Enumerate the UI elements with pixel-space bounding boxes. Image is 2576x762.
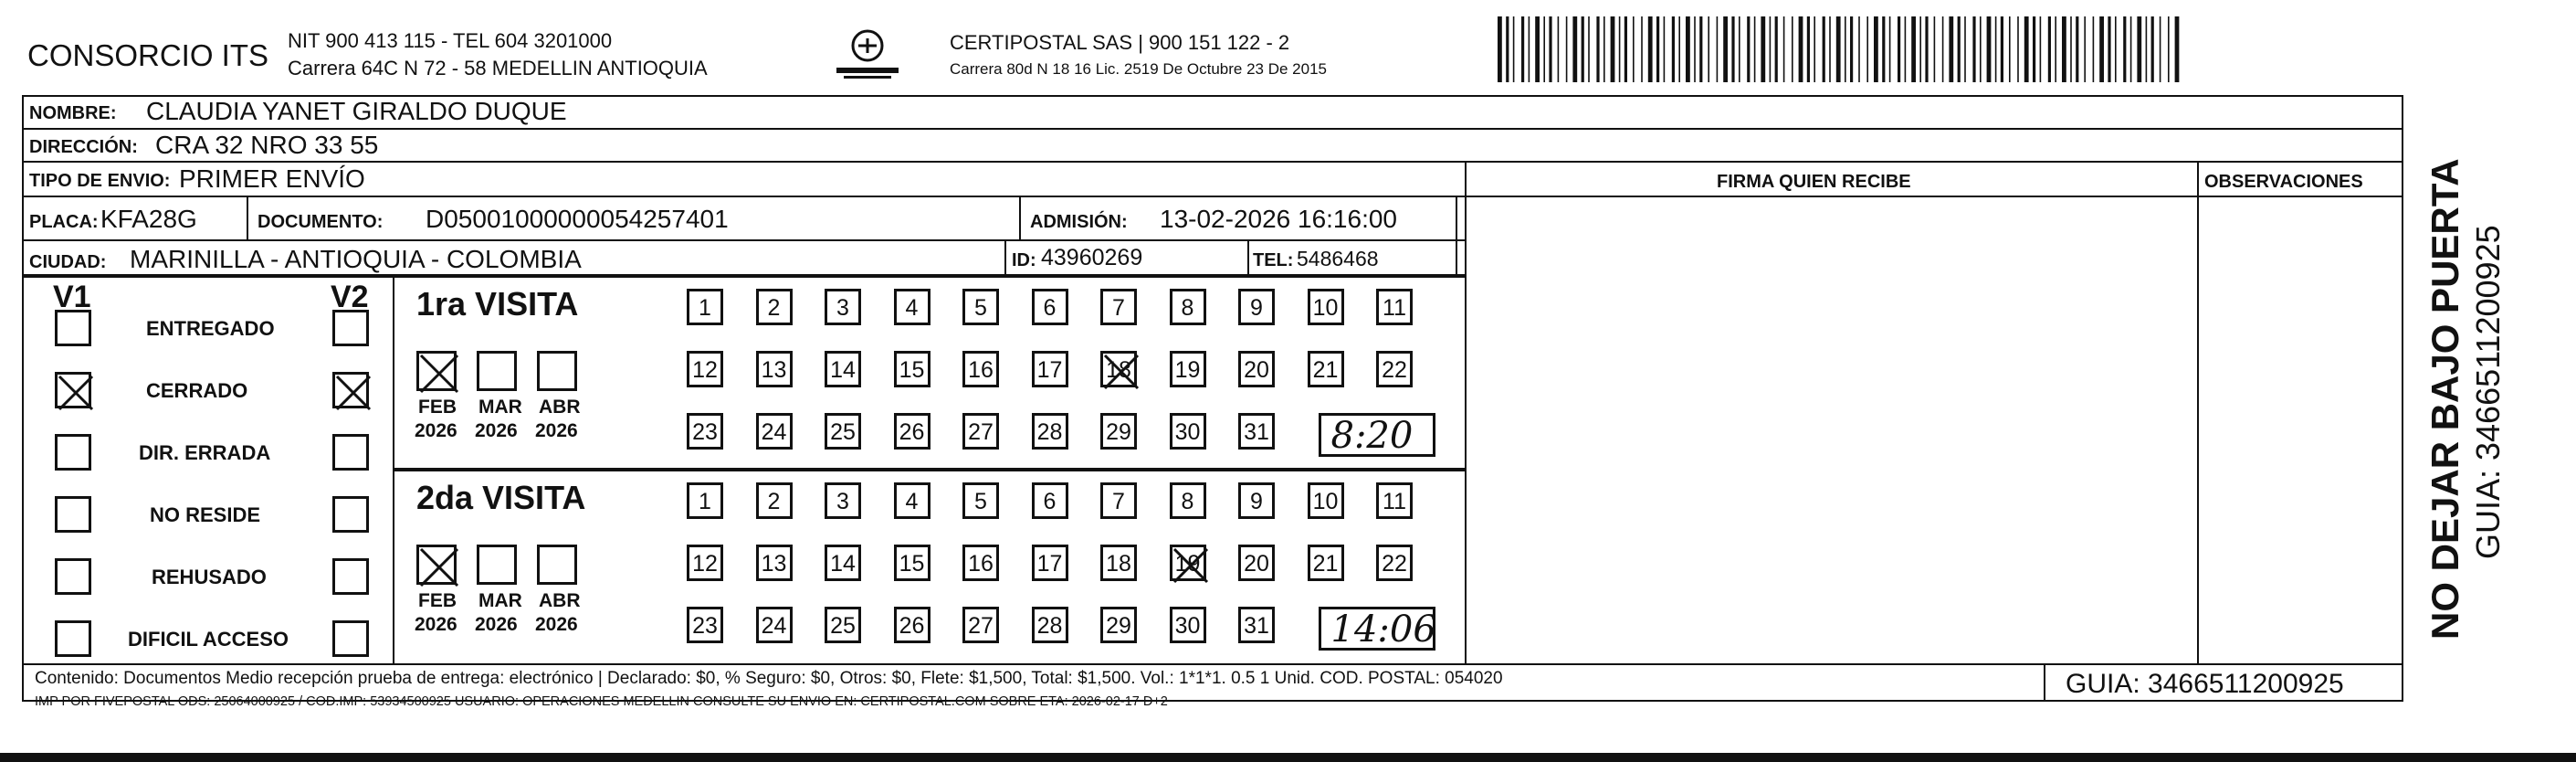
- firma-area[interactable]: [1468, 199, 2195, 663]
- day-box[interactable]: 15: [894, 351, 931, 387]
- day-box[interactable]: 8: [1170, 289, 1206, 325]
- day-box[interactable]: 20: [1238, 545, 1275, 581]
- day-box[interactable]: 11: [1376, 289, 1413, 325]
- visit-title: 2da VISITA: [416, 479, 586, 516]
- month-checkbox[interactable]: [416, 545, 457, 585]
- footer-guia: GUIA: 3466511200925: [2066, 669, 2344, 699]
- bottom-border: [0, 753, 2576, 762]
- barcode: [1498, 16, 2182, 82]
- observaciones-area[interactable]: [2201, 199, 2402, 663]
- day-box[interactable]: 5: [962, 289, 999, 325]
- day-box[interactable]: 28: [1032, 607, 1068, 643]
- day-box[interactable]: 20: [1238, 351, 1275, 387]
- day-box[interactable]: 6: [1032, 482, 1068, 519]
- day-box[interactable]: 29: [1100, 607, 1137, 643]
- ciudad-value: MARINILLA - ANTIOQUIA - COLOMBIA: [130, 245, 582, 273]
- day-box[interactable]: 19: [1170, 351, 1206, 387]
- day-box[interactable]: 25: [825, 413, 861, 450]
- company-address: Carrera 64C N 72 - 58 MEDELLIN ANTIOQUIA: [288, 57, 708, 79]
- day-box[interactable]: 21: [1308, 545, 1344, 581]
- year-label: 2026: [535, 614, 578, 635]
- day-box[interactable]: 13: [756, 351, 793, 387]
- month-label: ABR: [539, 590, 581, 611]
- carrier-address: Carrera 80d N 18 16 Lic. 2519 De Octubre 23 De 2015: [950, 60, 1327, 78]
- day-box[interactable]: 9: [1238, 289, 1275, 325]
- day-box[interactable]: 7: [1100, 482, 1137, 519]
- month-label: MAR: [478, 397, 522, 418]
- admision-label: ADMISIÓN:: [1030, 212, 1128, 232]
- day-box[interactable]: 11: [1376, 482, 1413, 519]
- year-label: 2026: [415, 420, 457, 441]
- status-v2-checkbox[interactable]: [332, 496, 369, 533]
- day-box[interactable]: 17: [1032, 351, 1068, 387]
- day-box[interactable]: 27: [962, 413, 999, 450]
- nombre-label: NOMBRE:: [29, 103, 117, 123]
- placa-value: KFA28G: [100, 205, 197, 233]
- day-box[interactable]: 16: [962, 545, 999, 581]
- tel-label: TEL:: [1253, 250, 1294, 270]
- year-label: 2026: [535, 420, 578, 441]
- day-box[interactable]: 18: [1100, 545, 1137, 581]
- status-v2-checkbox[interactable]: [332, 434, 369, 471]
- day-box[interactable]: 12: [687, 545, 723, 581]
- id-value: 43960269: [1041, 245, 1143, 270]
- day-box[interactable]: 26: [894, 607, 931, 643]
- day-box[interactable]: 19: [1170, 545, 1206, 581]
- day-box[interactable]: 2: [756, 289, 793, 325]
- tipo-envio-value: PRIMER ENVÍO: [179, 164, 365, 193]
- observaciones-label: OBSERVACIONES: [2204, 172, 2363, 192]
- status-v1-checkbox[interactable]: [55, 620, 91, 657]
- day-box[interactable]: 30: [1170, 607, 1206, 643]
- certipostal-logo: [831, 27, 904, 82]
- no-dejar-bajo-puerta: NO DEJAR BAJO PUERTA: [2424, 158, 2466, 640]
- month-checkbox[interactable]: [477, 351, 517, 391]
- day-box[interactable]: 21: [1308, 351, 1344, 387]
- day-box[interactable]: 8: [1170, 482, 1206, 519]
- day-box[interactable]: 4: [894, 289, 931, 325]
- contenido-text: Contenido: Documentos Medio recepción prueba de entrega: electrónico | Declarado: $0, % Seguro: $0, Otros: $0, Flete: $1,500, Total: $1,500. Vol.: 1*1*1. 0.5 1 Unid. COD. POSTAL: 054020: [35, 669, 1503, 688]
- company-name: CONSORCIO ITS: [27, 38, 269, 72]
- day-box[interactable]: 24: [756, 413, 793, 450]
- day-box[interactable]: 28: [1032, 413, 1068, 450]
- day-box[interactable]: 3: [825, 289, 861, 325]
- year-label: 2026: [475, 420, 518, 441]
- day-box[interactable]: 4: [894, 482, 931, 519]
- year-label: 2026: [415, 614, 457, 635]
- day-box[interactable]: 14: [825, 351, 861, 387]
- day-box[interactable]: 18: [1100, 351, 1137, 387]
- day-box[interactable]: 16: [962, 351, 999, 387]
- status-v1-checkbox[interactable]: [55, 496, 91, 533]
- day-box[interactable]: 9: [1238, 482, 1275, 519]
- day-box[interactable]: 17: [1032, 545, 1068, 581]
- day-box[interactable]: 25: [825, 607, 861, 643]
- day-box[interactable]: 24: [756, 607, 793, 643]
- day-box[interactable]: 10: [1308, 482, 1344, 519]
- status-v2-checkbox[interactable]: [332, 620, 369, 657]
- day-box[interactable]: 27: [962, 607, 999, 643]
- day-box[interactable]: 2: [756, 482, 793, 519]
- day-box[interactable]: 6: [1032, 289, 1068, 325]
- day-box[interactable]: 15: [894, 545, 931, 581]
- day-box[interactable]: 14: [825, 545, 861, 581]
- firma-label: FIRMA QUIEN RECIBE: [1717, 172, 1911, 192]
- status-v1-checkbox[interactable]: [55, 434, 91, 471]
- month-label: ABR: [539, 397, 581, 418]
- day-box[interactable]: 22: [1376, 545, 1413, 581]
- imp-text: IMP POR FIVEPOSTAL ODS: 25064000925 / COD.IMP: 53934500925 USUARIO: OPERACIONES MEDELLIN CONSULTE SU ENVIO EN: CERTIPOSTAL.COM SOBRE ETA: 2026-02-17 D+2: [35, 694, 1168, 709]
- visit-time: 14:06: [1330, 609, 1436, 651]
- carrier-name: CERTIPOSTAL SAS | 900 151 122 - 2: [950, 31, 1290, 54]
- v1-header: V1: [53, 280, 91, 314]
- day-box[interactable]: 29: [1100, 413, 1137, 450]
- month-label: MAR: [478, 590, 522, 611]
- tipo-envio-label: TIPO DE ENVIO:: [29, 171, 171, 191]
- month-checkbox[interactable]: [416, 351, 457, 391]
- documento-value: D05001000000054257401: [426, 205, 729, 233]
- day-box[interactable]: 13: [756, 545, 793, 581]
- ciudad-label: CIUDAD:: [29, 252, 107, 272]
- v2-header: V2: [331, 280, 369, 314]
- year-label: 2026: [475, 614, 518, 635]
- day-box[interactable]: 26: [894, 413, 931, 450]
- month-checkbox[interactable]: [537, 351, 577, 391]
- day-box[interactable]: 3: [825, 482, 861, 519]
- visit-title: 1ra VISITA: [416, 285, 579, 323]
- side-guia: GUIA: 3466511200925: [2469, 225, 2507, 559]
- status-v1-checkbox[interactable]: [55, 310, 91, 346]
- status-v1-checkbox[interactable]: [55, 372, 91, 408]
- company-nit: NIT 900 413 115 - TEL 604 3201000: [288, 29, 613, 52]
- visit-time: 8:20: [1330, 415, 1414, 457]
- documento-label: DOCUMENTO:: [258, 212, 384, 232]
- status-label: REHUSADO: [152, 566, 267, 588]
- nombre-value: CLAUDIA YANET GIRALDO DUQUE: [146, 97, 567, 125]
- status-label: CERRADO: [146, 379, 248, 402]
- status-label: DIR. ERRADA: [139, 441, 271, 464]
- day-box[interactable]: 23: [687, 607, 723, 643]
- placa-label: PLACA:: [29, 212, 99, 232]
- status-v2-checkbox[interactable]: [332, 372, 369, 408]
- month-label: FEB: [418, 590, 457, 611]
- status-label: NO RESIDE: [150, 503, 261, 526]
- status-label: ENTREGADO: [146, 317, 275, 340]
- month-checkbox[interactable]: [537, 545, 577, 585]
- day-box[interactable]: 7: [1100, 289, 1137, 325]
- day-box[interactable]: 22: [1376, 351, 1413, 387]
- day-box[interactable]: 23: [687, 413, 723, 450]
- direccion-label: DIRECCIÓN:: [29, 137, 138, 157]
- direccion-value: CRA 32 NRO 33 55: [155, 131, 379, 159]
- day-box[interactable]: 30: [1170, 413, 1206, 450]
- day-box[interactable]: 1: [687, 482, 723, 519]
- tel-value: 5486468: [1297, 247, 1379, 270]
- status-v2-checkbox[interactable]: [332, 558, 369, 595]
- status-label: DIFICIL ACCESO: [128, 628, 289, 651]
- month-checkbox[interactable]: [477, 545, 517, 585]
- status-v1-checkbox[interactable]: [55, 558, 91, 595]
- day-box[interactable]: 10: [1308, 289, 1344, 325]
- day-box[interactable]: 31: [1238, 413, 1275, 450]
- day-box[interactable]: 5: [962, 482, 999, 519]
- status-v2-checkbox[interactable]: [332, 310, 369, 346]
- id-label: ID:: [1012, 250, 1036, 270]
- month-label: FEB: [418, 397, 457, 418]
- admision-value: 13-02-2026 16:16:00: [1160, 205, 1397, 233]
- day-box[interactable]: 31: [1238, 607, 1275, 643]
- day-box[interactable]: 12: [687, 351, 723, 387]
- day-box[interactable]: 1: [687, 289, 723, 325]
